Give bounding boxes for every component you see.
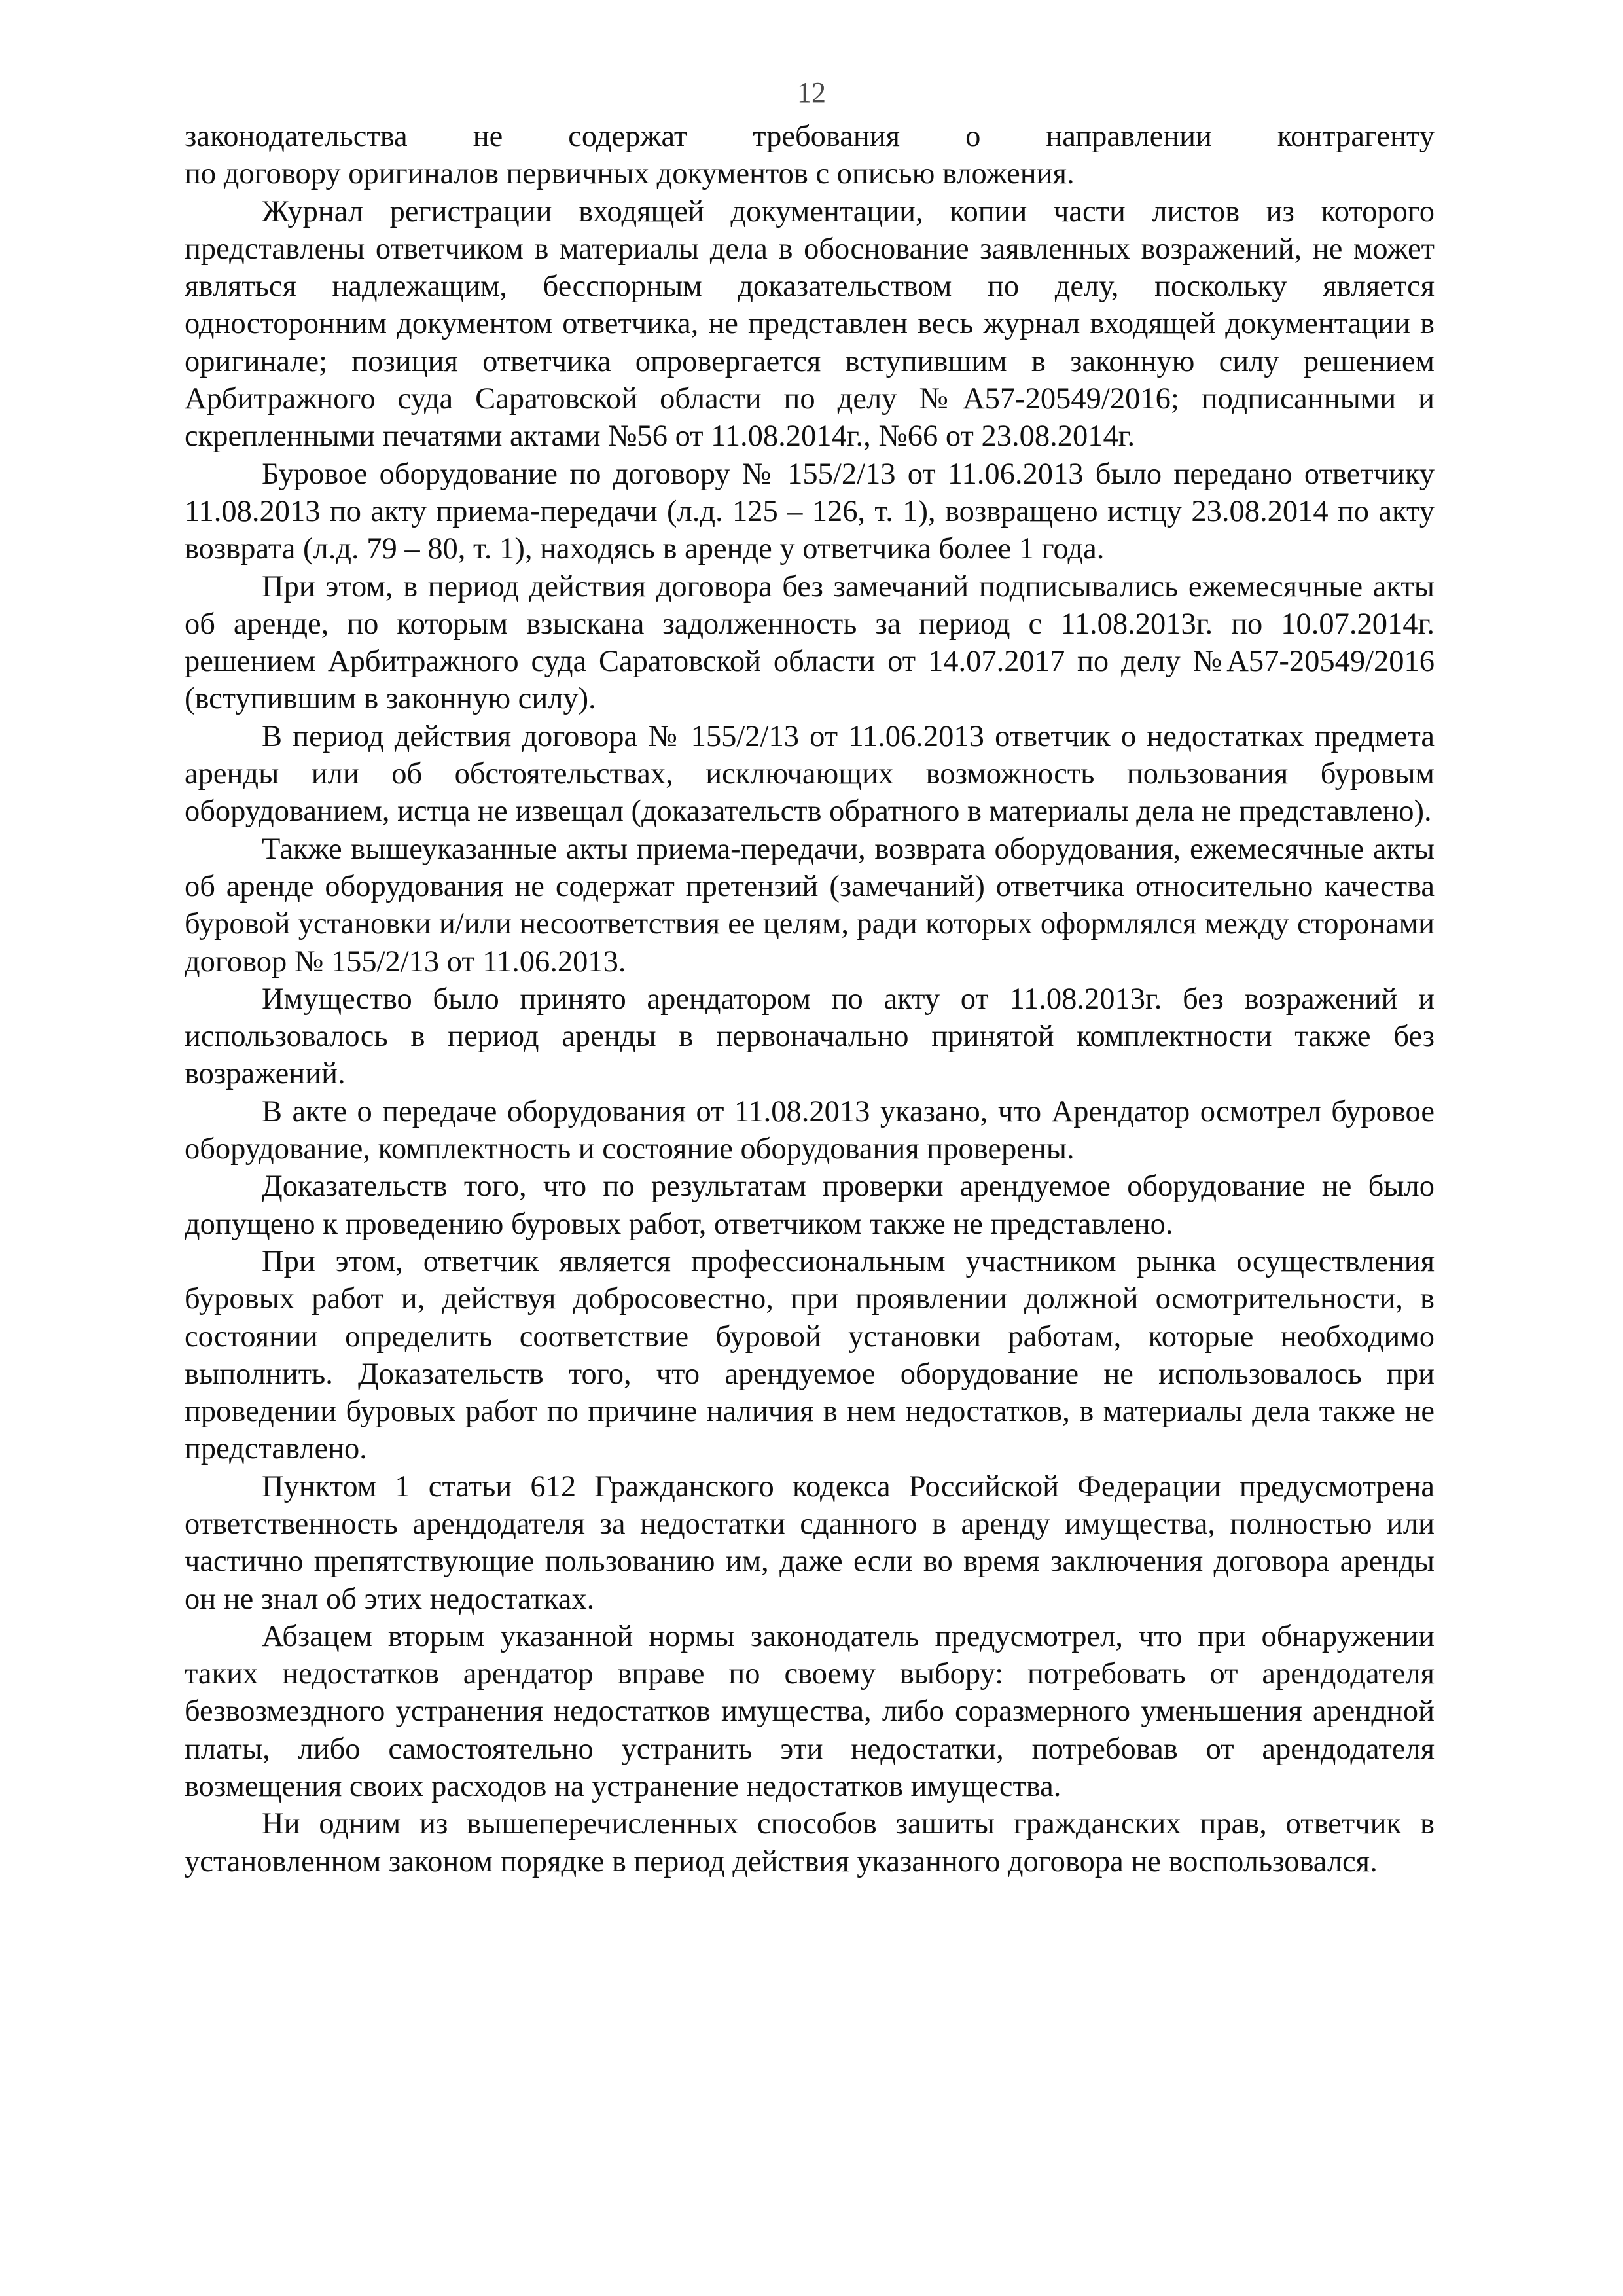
paragraph-conclusion: Ни одним из вышеперечисленных способов зашиты гражданских прав, ответчик в установленном законом порядке в период действия указанного договора не воспользовался. [185,1807,1435,1878]
document-body [185,118,1435,1880]
continuation-line-2: по договору оригиналов первичных документов с описью вложения. [185,157,1075,191]
page-number: 12 [797,77,826,109]
paragraph-article-612: Пунктом 1 статьи 612 Гражданского кодекса Российской Федерации предусмотрена ответственность арендодателя за недостатки сданного в аренду имущества, полностью или частично препятствующие пользованию им, даже если во время заключения договора аренды он не знал об этих недостатках. [185,1469,1435,1616]
paragraph-journal: Журнал регистрации входящей документации, копии части листов из которого представлены ответчиком в материалы дела в обоснование заявленных возражений, не может являться надлежащим, бесспорным доказательством по делу, поскольку является односторонним документом ответчика, не представлен весь журнал входящей документации в оригинале; позиция ответчика опровергается вступившим в законную силу решением Арбитражного суда Саратовской области по делу №А57-20549/2016; подписанными и скрепленными печатями актами №56 от 11.08.2014г., №66 от 23.08.2014г. [185,194,1435,454]
paragraph-no-evidence: Доказательств того, что по результатам проверки арендуемое оборудование не было допущено к проведению буровых работ, ответчиком также не представлено. [185,1170,1435,1241]
paragraph-no-notification: В период действия договора № 155/2/13 от 11.06.2013 ответчик о недостатках предмета аренды или об обстоятельствах, исключающих возможность пользования буровым оборудованием, истца не извещал (доказательств обратного в материалы дела не представлено). [185,719,1435,829]
paragraph-transfer-act: В акте о передаче оборудования от 11.08.2013 указано, что Арендатор осмотрел буровое оборудование, комплектность и состояние оборудования проверены. [185,1094,1435,1166]
paragraph-second-clause: Абзацем вторым указанной нормы законодатель предусмотрел, что при обнаружении таких недостатков арендатор вправе по своему выбору: потребовать от арендодателя безвозмездного устранения недостатков имущества, либо соразмерного уменьшения арендной платы, либо самостоятельно устранить эти недостатки, потребовав от арендодателя возмещения своих расходов на устранение недостатков имущества. [185,1619,1435,1804]
paragraph-property-accepted: Имущество было принято арендатором по акту от 11.08.2013г. без возражений и использовалось в период аренды в первоначально принятой комплектности также без возражений. [185,982,1435,1091]
paragraph-monthly-acts: При этом, в период действия договора без замечаний подписывались ежемесячные акты об аренде, по которым взыскана задолженность за период с 11.08.2013г. по 10.07.2014г. решением Арбитражного суда Саратовской области от 14.07.2017 по делу №А57-20549/2016 (вступившим в законную силу). [185,569,1435,716]
paragraph-professional-participant: При этом, ответчик является профессиональным участником рынка осуществления буровых работ и, действуя добросовестно, при проявлении должной осмотрительности, в состоянии определить соответствие буровой установки работам, которые необходимо выполнить. Доказательств того, что арендуемое оборудование не использовалось при проведении буровых работ по причине наличия в нем недостатков, в материалы дела также не представлено. [185,1244,1435,1466]
paragraph-no-claims: Также вышеуказанные акты приема-передачи, возврата оборудования, ежемесячные акты об аренде оборудования не содержат претензий (замечаний) ответчика относительно качества буровой установки и/или несоответствия ее целям, ради которых оформлялся между сторонами договор № 155/2/13 от 11.06.2013. [185,832,1435,978]
continuation-line-1: законодательства не содержат требования о направлении контрагенту [185,120,1435,153]
paragraph-drilling-equipment: Буровое оборудование по договору № 155/2/13 от 11.06.2013 было передано ответчику 11.08.2013 по акту приема-передачи (л.д. 125 – 126, т. 1), возвращено истцу 23.08.2014 по акту возврата (л.д. 79 – 80, т. 1), находясь в аренде у ответчика более 1 года. [185,457,1435,566]
